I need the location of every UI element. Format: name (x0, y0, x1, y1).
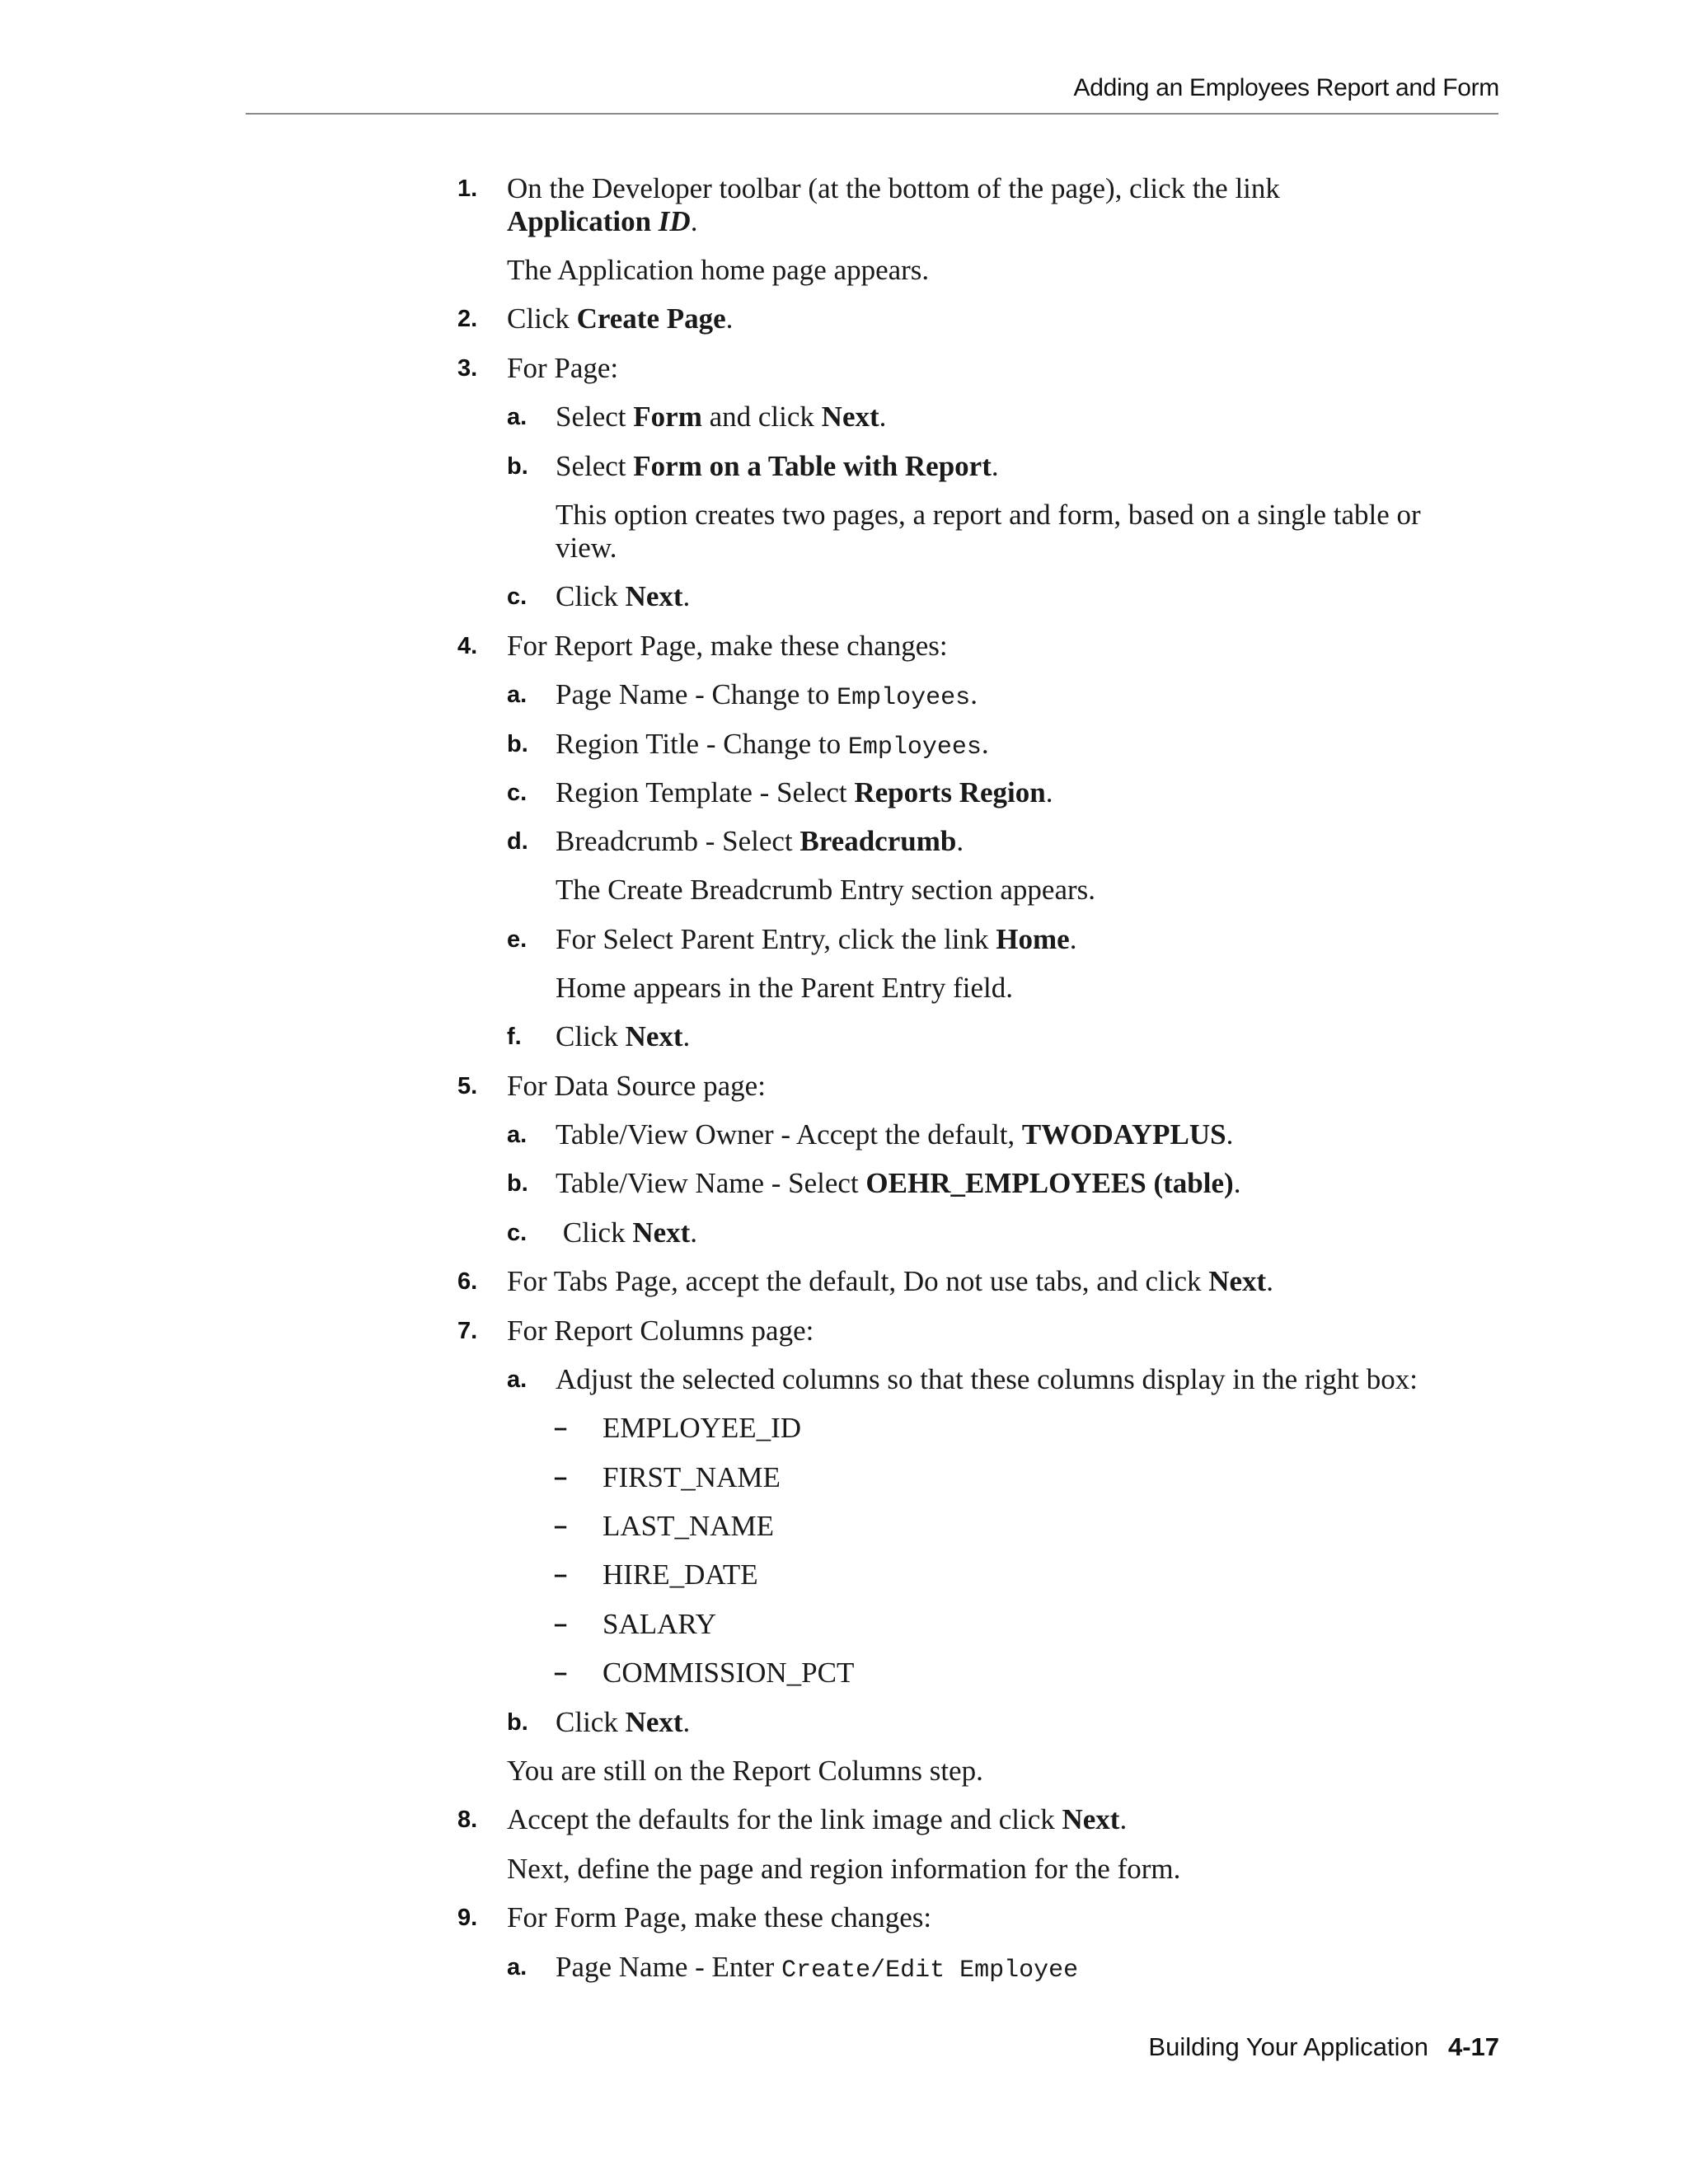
page-number: 4-17 (1447, 2032, 1499, 2061)
substep-letter: a. (507, 1954, 528, 1980)
running-header: Adding an Employees Report and Form (1073, 74, 1499, 101)
column-item: COMMISSION_PCT (603, 1657, 855, 1689)
step-4c-text: Region Template - Select Reports Region. (556, 776, 1053, 808)
list-dash: – (554, 1465, 568, 1491)
step-3c-text: Click Next. (556, 580, 691, 612)
list-dash: – (554, 1611, 568, 1638)
list-dash: – (554, 1660, 568, 1686)
column-item: FIRST_NAME (603, 1461, 781, 1493)
column-item: HIRE_DATE (603, 1558, 758, 1591)
page-footer (1148, 2032, 1499, 2062)
step-6-text: For Tabs Page, accept the default, Do not use tabs, and click Next. (507, 1265, 1273, 1297)
substep-letter: f. (507, 1024, 522, 1050)
substep-letter: b. (507, 1709, 528, 1736)
step-number: 2. (457, 306, 478, 332)
step-number: 9. (457, 1905, 478, 1931)
step-3-text: For Page: (507, 352, 619, 384)
substep-letter: e. (507, 926, 528, 953)
step-7a-text: Adjust the selected columns so that these columns display in the right box: (556, 1363, 1418, 1395)
step-7b-text: Click Next. (556, 1706, 691, 1738)
step-4d-text: Breadcrumb - Select Breadcrumb. (556, 825, 964, 857)
substep-letter: a. (507, 682, 528, 708)
column-item: LAST_NAME (603, 1510, 775, 1542)
step-3a-text: Select Form and click Next. (556, 401, 887, 433)
step-5-text: For Data Source page: (507, 1070, 766, 1102)
step-5c-text: Click Next. (556, 1216, 698, 1249)
step-4f-text: Click Next. (556, 1020, 691, 1052)
list-dash: – (554, 1513, 568, 1540)
step-4e-note: Home appears in the Parent Entry field. (556, 972, 1013, 1004)
step-9-text: For Form Page, make these changes: (507, 1901, 932, 1933)
step-1-italic: ID (658, 205, 691, 237)
step-1-text-cont: Application ID. (507, 205, 698, 237)
footer-section: Building Your Application (1148, 2032, 1428, 2061)
step-3b-note: This option creates two pages, a report and form, based on a single table or (556, 499, 1421, 531)
step-9a-text: Page Name - Enter Create/Edit Employee (556, 1951, 1079, 1985)
substep-letter: b. (507, 1170, 528, 1197)
step-8-note: Next, define the page and region information for the form. (507, 1853, 1181, 1885)
substep-letter: a. (507, 1366, 528, 1393)
substep-letter: c. (507, 780, 528, 806)
step-8-text: Accept the defaults for the link image and click Next. (507, 1803, 1128, 1835)
substep-letter: b. (507, 453, 528, 480)
step-3b-note-cont: view. (556, 532, 617, 564)
step-7-note: You are still on the Report Columns step. (507, 1755, 983, 1787)
step-number: 1. (457, 176, 478, 202)
step-3b-text: Select Form on a Table with Report. (556, 450, 999, 482)
substep-letter: c. (507, 583, 528, 610)
step-5b-text: Table/View Name - Select OEHR_EMPLOYEES (table). (556, 1167, 1241, 1199)
step-2-text: Click Create Page. (507, 302, 734, 335)
step-number: 8. (457, 1807, 478, 1833)
step-4d-note: The Create Breadcrumb Entry section appears. (556, 874, 1096, 906)
step-number: 5. (457, 1073, 478, 1099)
step-number: 6. (457, 1268, 478, 1295)
step-1-bold: Application (507, 205, 652, 237)
step-number: 4. (457, 633, 478, 659)
list-dash: – (554, 1562, 568, 1588)
step-4e-text: For Select Parent Entry, click the link Home. (556, 923, 1077, 955)
column-item: SALARY (603, 1608, 717, 1640)
step-1-text: On the Developer toolbar (at the bottom of the page), click the link (507, 172, 1280, 204)
step-number: 3. (457, 355, 478, 382)
step-5a-text: Table/View Owner - Accept the default, TWODAYPLUS. (556, 1118, 1234, 1151)
step-4-text: For Report Page, make these changes: (507, 630, 948, 662)
header-rule (246, 113, 1498, 115)
substep-letter: b. (507, 731, 528, 757)
substep-letter: a. (507, 404, 528, 430)
step-1-note: The Application home page appears. (507, 254, 930, 286)
column-item: EMPLOYEE_ID (603, 1412, 802, 1444)
substep-letter: d. (507, 828, 528, 855)
step-4b-text: Region Title - Change to Employees. (556, 728, 989, 762)
list-dash: – (554, 1415, 568, 1441)
step-number: 7. (457, 1318, 478, 1344)
step-4a-text: Page Name - Change to Employees. (556, 678, 978, 712)
substep-letter: c. (507, 1220, 528, 1246)
substep-letter: a. (507, 1122, 528, 1148)
step-7-text: For Report Columns page: (507, 1315, 814, 1347)
